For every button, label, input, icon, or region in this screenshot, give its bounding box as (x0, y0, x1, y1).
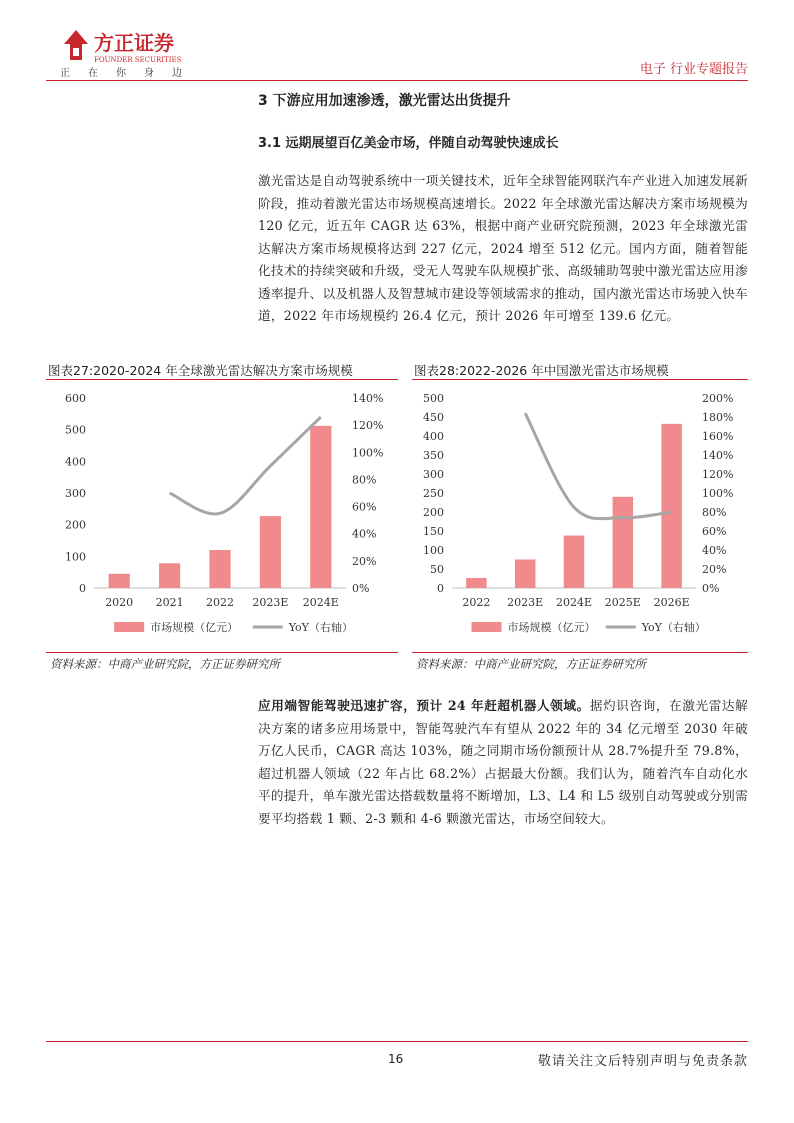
y-tick-label: 100 (65, 550, 86, 564)
figure-28-source: 资料来源：中商产业研究院，方正证券研究所 (416, 657, 646, 671)
bar (613, 497, 633, 588)
body-paragraph-2 (258, 695, 748, 830)
y-tick-label: 300 (423, 468, 444, 481)
bar (515, 560, 535, 589)
y-tick-label: 350 (423, 449, 444, 462)
figure-28-title: 图表28:2022-2026 年中国激光雷达市场规模 (414, 363, 669, 378)
x-tick-label: 2023E (252, 596, 289, 609)
y-tick-label: 300 (65, 487, 86, 500)
y2-tick-label: 0% (352, 582, 370, 595)
yoy-line (525, 413, 671, 519)
figure-27-top-rule (46, 379, 398, 380)
figure-27-title: 图表27:2020-2024 年全球激光雷达解决方案市场规模 (48, 363, 353, 378)
y-tick-label: 500 (423, 392, 444, 405)
y2-tick-label: 120% (352, 419, 384, 433)
x-tick-label: 2022 (206, 596, 234, 609)
y-tick-label: 250 (423, 487, 444, 500)
bar (661, 424, 681, 588)
y2-tick-label: 40% (702, 544, 727, 557)
bar (310, 426, 331, 588)
legend-bar-label: 市场规模（亿元） (507, 621, 596, 634)
figure-27-bottom-rule (46, 652, 398, 653)
y-tick-label: 100 (423, 544, 444, 557)
y-tick-label: 400 (423, 430, 444, 443)
x-tick-label: 2024E (555, 596, 593, 609)
figure-28-chart (412, 384, 748, 644)
y-tick-label: 0 (79, 582, 86, 595)
legend-bar-swatch (472, 622, 502, 632)
y2-tick-label: 20% (702, 563, 727, 576)
x-tick-label: 2025E (604, 596, 641, 609)
x-tick-label: 2020 (105, 596, 134, 609)
bar (209, 550, 230, 588)
y-tick-label: 200 (423, 506, 444, 519)
bar (159, 563, 180, 588)
report-type: 电子 行业专题报告 (639, 62, 748, 77)
figure-28-bottom-rule (412, 652, 748, 653)
y2-tick-label: 60% (352, 500, 377, 514)
y2-tick-label: 200% (702, 392, 734, 405)
legend-line-label: YoY（右轴） (641, 621, 706, 634)
y2-tick-label: 60% (702, 525, 727, 538)
y2-tick-label: 140% (702, 449, 734, 462)
page-number: 16 (388, 1052, 404, 1066)
y2-tick-label: 40% (352, 527, 377, 541)
y-tick-label: 50 (430, 563, 444, 576)
legend-bar-label: 市场规模（亿元） (150, 621, 239, 634)
y2-tick-label: 80% (702, 506, 727, 519)
y2-tick-label: 100% (702, 487, 734, 500)
x-tick-label: 2021 (155, 596, 184, 609)
y-tick-label: 600 (65, 392, 86, 405)
section-heading: 3 下游应用加速渗透，激光雷达出货提升 (258, 93, 511, 109)
x-tick-label: 2026E (653, 596, 690, 609)
y2-tick-label: 0% (702, 582, 720, 595)
yoy-line (170, 417, 321, 514)
bar (466, 578, 486, 588)
paragraph-2-lead: 应用端智能驾驶迅速扩容，预计 24 年赶超机器人领域。 (258, 698, 590, 713)
body-paragraph-1: 激光雷达是自动驾驶系统中一项关键技术，近年全球智能网联汽车产业进入加速发展新阶段，推动着激光雷达市场规模高速增长。2022 年全球激光雷达解决方案市场规模为 120 亿元，近五年 CAGR 达 63%，根据中商产业研究院预测，2023 年全球激光雷达解决方案市场规模将达到 227 亿元，2024 增至 512 亿元。国内方面，随着智能化技术的持续突破和升级，受无人驾驶车队规模扩张、高级辅助驾驶中激光雷达应用渗透率提升、以及机器人及智慧城市建设等领域需求的推动，国内激光雷达市场驶入快车道，2022 年市场规模约 26.4 亿元，预计 2026 年可增至 139.6 亿元。 (258, 173, 748, 323)
y2-tick-label: 120% (702, 468, 734, 481)
footer-divider (46, 1041, 748, 1042)
x-tick-label: 2024E (302, 596, 339, 609)
footer-disclaimer: 敬请关注文后特别声明与免责条款 (537, 1054, 748, 1069)
y-tick-label: 200 (65, 518, 86, 532)
y2-tick-label: 180% (702, 411, 734, 424)
figure-27-source: 资料来源：中商产业研究院，方正证券研究所 (50, 657, 280, 671)
x-tick-label: 2022 (462, 596, 491, 609)
y-tick-label: 0 (437, 582, 444, 595)
x-tick-label: 2023E (507, 596, 544, 609)
bar (260, 516, 281, 588)
y2-tick-label: 20% (352, 554, 377, 568)
y-tick-label: 400 (65, 455, 86, 469)
y2-tick-label: 140% (352, 392, 384, 405)
y2-tick-label: 160% (702, 430, 734, 443)
y-tick-label: 150 (423, 525, 444, 538)
y2-tick-label: 100% (352, 446, 384, 460)
y-tick-label: 500 (65, 423, 86, 437)
y2-tick-label: 80% (352, 473, 377, 487)
logo-subtext: FOUNDER SECURITIES (94, 56, 182, 64)
logo-text: 方正证券 (94, 31, 174, 55)
legend-bar-swatch (114, 622, 144, 632)
tagline: 正在你身边 (60, 68, 200, 79)
figure-27-chart (46, 384, 398, 644)
header-divider (46, 80, 748, 81)
bar (109, 574, 130, 588)
y-tick-label: 450 (423, 411, 444, 424)
bar (564, 536, 584, 588)
subsection-heading: 3.1 远期展望百亿美金市场，伴随自动驾驶快速成长 (258, 136, 559, 151)
legend-line-label: YoY（右轴） (288, 621, 353, 634)
paragraph-2-body: 据灼识咨询，在激光雷达解决方案的诸多应用场景中，智能驾驶汽车有望从 2022 年的 34 亿元增至 2030 年破万亿人民币，CAGR 高达 103%，随之同期市场份额预计从 28.7%提升至 79.8%，超过机器人领域（22 年占比 68.2%）占据最大份额。我们认为，随着汽车自动化水平的提升，单车激光雷达搭载数量将不断增加，L3、L4 和 L5 级别自动驾驶或分别需要平均搭载 1 颗、2-3 颗和 4-6 颗激光雷达，市场空间较大。 (258, 698, 748, 826)
figure-28-top-rule (412, 379, 748, 380)
